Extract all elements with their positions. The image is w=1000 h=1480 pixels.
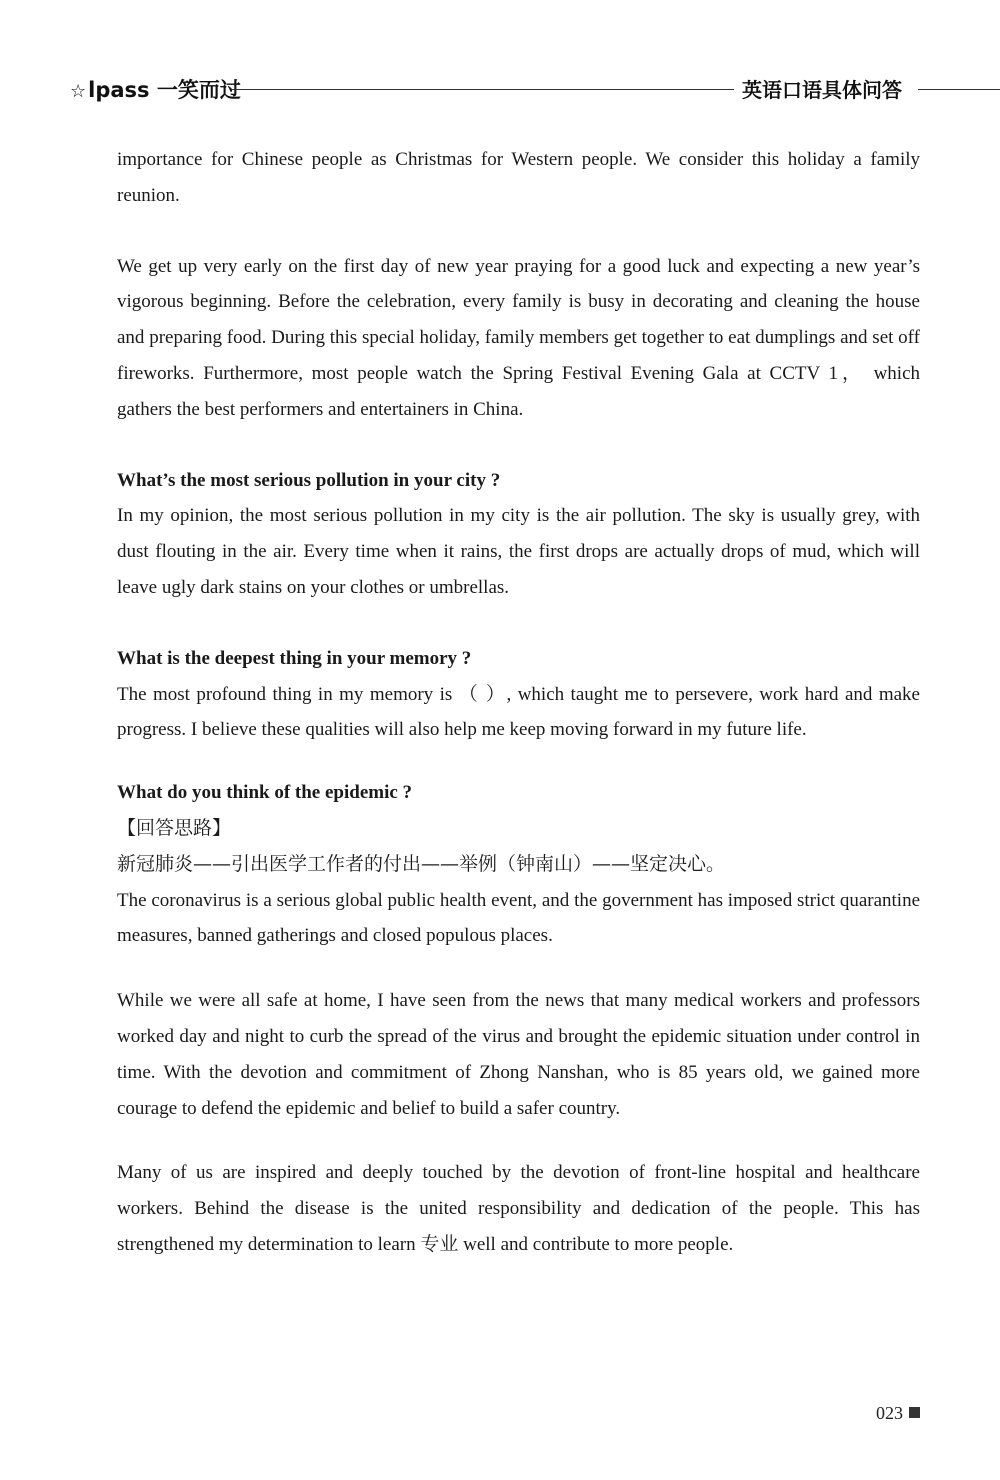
page-number bbox=[876, 1403, 920, 1424]
page-number-text: 023 bbox=[876, 1403, 903, 1423]
brand-text: lpass 一笑而过 bbox=[88, 78, 241, 102]
square-icon bbox=[909, 1407, 920, 1418]
header-rule-left bbox=[232, 89, 734, 90]
answer-epidemic-p3: Many of us are inspired and deeply touched by the devotion of front-line hospital and healthcare workers. Behind the disease is the united responsibility and dedication of the people. This has strengthened my determination to learn 专业 well and contribute to more people. bbox=[117, 1162, 920, 1255]
header-rule-right bbox=[918, 89, 1000, 90]
star-icon: ☆ bbox=[70, 81, 87, 102]
question-epidemic: What do you think of the epidemic ? bbox=[117, 782, 413, 804]
paragraph-celebration: We get up very early on the first day of new year praying for a good luck and expecting a new year’s vigorous beginning. Before the celebration, every family is busy in decorating and cleaning the house and preparing food. During this special holiday, family members get together to eat dumplings and set off fireworks. Furthermore, most people watch the Spring Festival Evening Gala at CCTV 1， which gathers the best performers and entertainers in China. bbox=[117, 255, 920, 420]
answer-tip-text: 新冠肺炎——引出医学工作者的付出——举例（钟南山）——坚定决心。 bbox=[117, 852, 726, 875]
brand-logo bbox=[70, 74, 241, 104]
paragraph-intro: importance for Chinese people as Christmas for Western people. We consider this holiday a family reunion. bbox=[117, 149, 920, 206]
section-title: 英语口语具体问答 bbox=[742, 78, 902, 102]
answer-pollution: In my opinion, the most serious pollution in my city is the air pollution. The sky is usually grey, with dust flouting in the air. Every time when it rains, the first drops are actually drops of mud, which will leave ugly dark stains on your clothes or umbrellas. bbox=[117, 505, 920, 598]
answer-memory: The most profound thing in my memory is （ ）, which taught me to persevere, work hard and make progress. I believe these qualities will also help me keep moving forward in my future life. bbox=[117, 683, 920, 741]
answer-tip-label: 【回答思路】 bbox=[117, 816, 232, 839]
question-memory: What is the deepest thing in your memory ? bbox=[117, 647, 472, 669]
answer-epidemic-p1: The coronavirus is a serious global public health event, and the government has imposed strict quarantine measures, banned gatherings and closed populous places. bbox=[117, 889, 920, 947]
question-pollution: What’s the most serious pollution in your city ? bbox=[117, 469, 501, 491]
page-content bbox=[117, 142, 920, 1263]
answer-epidemic-p2: While we were all safe at home, I have seen from the news that many medical workers and professors worked day and night to curb the spread of the virus and brought the epidemic situation under control in time. With the devotion and commitment of Zhong Nanshan, who is 85 years old, we gained more courage to defend the epidemic and belief to build a safer country. bbox=[117, 990, 920, 1119]
page-header bbox=[0, 72, 1000, 108]
